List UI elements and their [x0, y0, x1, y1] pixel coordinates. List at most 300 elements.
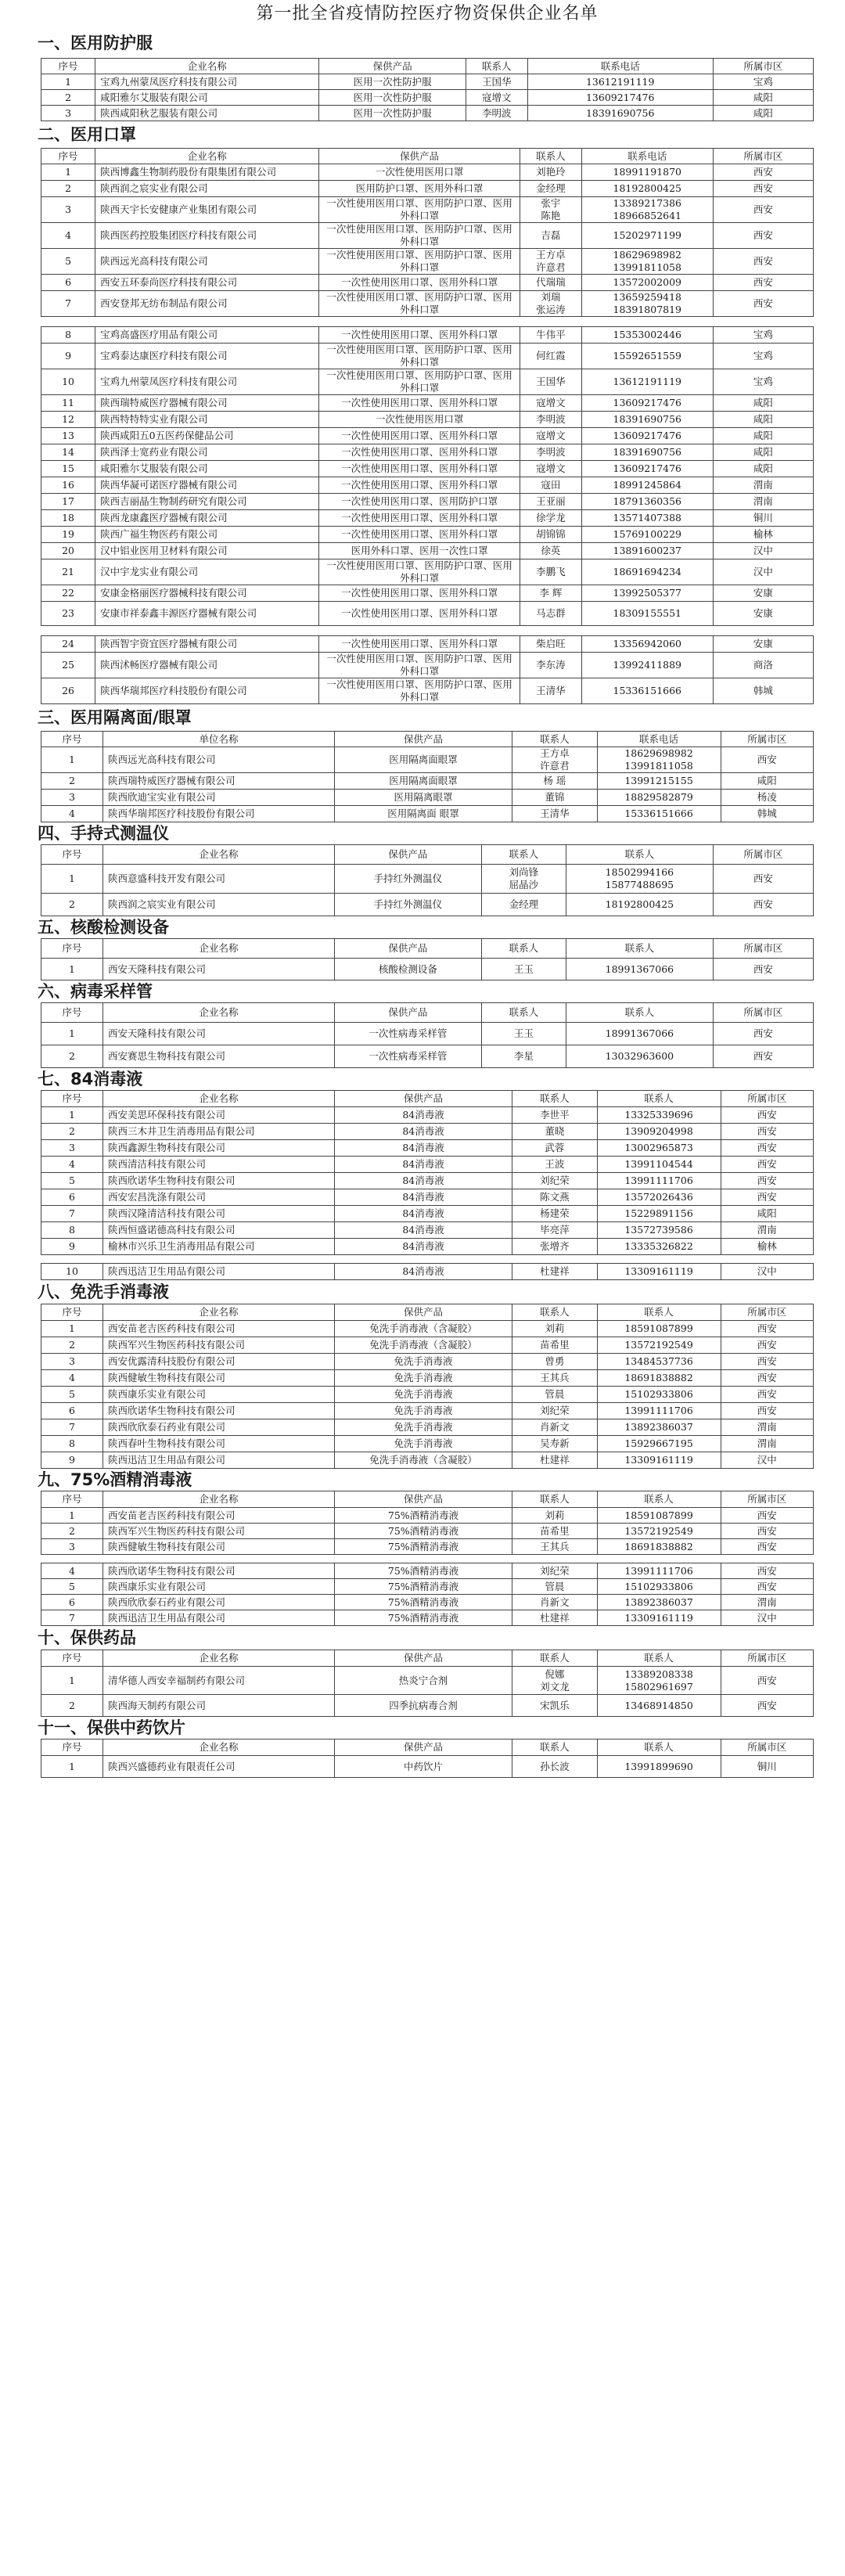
city: 西安 [721, 1508, 813, 1524]
company-name: 陕西鑫源生物科技有限公司 [102, 1140, 334, 1157]
section-heading: 二、医用口罩 [38, 125, 136, 144]
city: 西安 [721, 1667, 813, 1695]
company-name: 陕西兴盛德药业有限责任公司 [102, 1756, 334, 1778]
row-index: 2 [41, 1337, 103, 1354]
row-index: 7 [41, 1610, 103, 1626]
product: 医用隔离面 眼罩 [335, 806, 512, 822]
contact-person: 李明波 [466, 106, 527, 121]
row-index: 6 [41, 1189, 103, 1206]
contact-person: 王清华 [520, 678, 581, 704]
contact-person: 苗希里 [512, 1337, 598, 1354]
city: 安康 [713, 602, 813, 626]
table-header-row [41, 1491, 814, 1508]
contact-person: 毕亮萍 [512, 1222, 598, 1239]
company-name: 陕西智宇资宜医疗器械有限公司 [95, 636, 319, 653]
product: 一次性使用医用口罩、医用防护口罩、医用外科口罩 [319, 249, 520, 275]
city: 西安 [721, 1579, 813, 1595]
contact-phone: 18829582879 [597, 790, 721, 806]
row-index: 6 [41, 275, 95, 291]
section-heading: 八、免洗手消毒液 [38, 1283, 169, 1301]
row-index: 8 [41, 1436, 103, 1452]
product: 免洗手消毒液（含凝胶） [335, 1321, 512, 1337]
column-header: 序号 [41, 1003, 103, 1023]
row-index: 2 [41, 90, 95, 106]
company-name: 汉中宇龙实业有限公司 [95, 559, 319, 585]
city: 铜川 [713, 510, 813, 527]
company-name: 西安美思环保科技有限公司 [102, 1107, 334, 1124]
company-name: 陕西健敏生物科技有限公司 [102, 1370, 334, 1387]
city: 西安 [721, 1173, 813, 1189]
document-title: 第一批全省疫情防控医疗物资保供企业名单 [256, 4, 599, 23]
document-page [0, 3, 845, 1778]
column-header: 保供产品 [335, 1740, 512, 1756]
row-index: 10 [41, 369, 95, 395]
row-index: 1 [41, 1321, 103, 1337]
contact-person: 杜建祥 [512, 1610, 598, 1626]
supplier-table [41, 938, 814, 980]
contact-phone: 13002965873 [597, 1140, 721, 1157]
product: 一次性使用医用口罩、医用外科口罩 [319, 444, 520, 461]
table-row [41, 602, 814, 626]
row-index: 2 [41, 894, 103, 916]
contact-person: 王国华 [466, 74, 527, 90]
contact-phone: 15592651559 [581, 344, 713, 369]
column-header: 单位名称 [102, 732, 334, 747]
row-index: 15 [41, 461, 95, 477]
product: 一次性使用医用口罩、医用外科口罩 [319, 602, 520, 626]
company-name: 陕西迅洁卫生用品有限公司 [102, 1264, 334, 1280]
contact-person: 代瑞瑞 [520, 275, 581, 291]
contact-person: 倪娜 刘文龙 [512, 1667, 598, 1695]
city: 咸阳 [713, 461, 813, 477]
contact-person: 胡锦锦 [520, 527, 581, 543]
table-row [41, 1370, 814, 1387]
city: 西安 [721, 1695, 813, 1717]
column-header: 联系人 [597, 1650, 721, 1667]
table-row [41, 223, 814, 249]
product: 一次性使用医用口罩 [319, 412, 520, 428]
contact-phone: 13572739586 [597, 1222, 721, 1239]
table-row [41, 1045, 814, 1068]
table-header-row [41, 1650, 814, 1667]
table-row [41, 1206, 814, 1222]
contact-phone: 13892386037 [597, 1595, 721, 1610]
contact-phone: 13309161119 [597, 1452, 721, 1469]
contact-person: 刘莉 [512, 1321, 598, 1337]
supplier-table [41, 148, 814, 317]
contact-person: 管晨 [512, 1387, 598, 1403]
product: 84消毒液 [335, 1189, 512, 1206]
city: 西安 [721, 1337, 813, 1354]
product: 75%酒精消毒液 [335, 1524, 512, 1539]
column-header: 序号 [41, 149, 95, 164]
section-heading: 十一、保供中药饮片 [38, 1718, 185, 1737]
product: 75%酒精消毒液 [335, 1595, 512, 1610]
company-name: 西安宏昌洗涤有限公司 [102, 1189, 334, 1206]
contact-phone: 15769100229 [581, 527, 713, 543]
city: 西安 [721, 1354, 813, 1370]
contact-person: 王方卓 许意君 [520, 249, 581, 275]
city: 榆林 [721, 1239, 813, 1255]
table-row [41, 527, 814, 543]
column-header: 序号 [41, 1650, 103, 1667]
table-row [41, 806, 814, 822]
product: 75%酒精消毒液 [335, 1563, 512, 1579]
city: 西安 [713, 197, 813, 223]
row-index: 1 [41, 1107, 103, 1124]
city: 西安 [721, 1563, 813, 1579]
product: 75%酒精消毒液 [335, 1539, 512, 1555]
table-row [41, 412, 814, 428]
company-name: 陕西瑞特威医疗器械有限公司 [95, 395, 319, 412]
row-index: 1 [41, 747, 103, 773]
column-header: 所属市区 [713, 149, 813, 164]
column-header: 企业名称 [102, 1304, 334, 1321]
company-name: 陕西天宇长安健康产业集团有限公司 [95, 197, 319, 223]
table-header-row [41, 845, 814, 865]
city: 宝鸡 [713, 369, 813, 395]
product: 医用一次性防护服 [319, 106, 466, 121]
city: 咸阳 [721, 1206, 813, 1222]
column-header: 所属市区 [721, 1304, 813, 1321]
table-row [41, 344, 814, 369]
table-row [41, 477, 814, 494]
column-header: 联系人 [566, 1003, 714, 1023]
column-header: 保供产品 [319, 149, 520, 164]
row-index: 13 [41, 428, 95, 444]
column-header: 联系人 [597, 1304, 721, 1321]
product: 免洗手消毒液 [335, 1403, 512, 1419]
section-heading: 九、75%酒精消毒液 [38, 1470, 192, 1489]
product: 免洗手消毒液 [335, 1370, 512, 1387]
product: 一次性病毒采样管 [335, 1023, 482, 1045]
contact-person: 刘莉 [512, 1508, 598, 1524]
sections-container [38, 30, 814, 1778]
city: 咸阳 [713, 395, 813, 412]
table-row [41, 395, 814, 412]
product: 84消毒液 [335, 1264, 512, 1280]
row-index: 19 [41, 527, 95, 543]
table-row [41, 678, 814, 704]
product: 一次性使用医用口罩、医用防护口罩、医用外科口罩 [319, 369, 520, 395]
product: 84消毒液 [335, 1124, 512, 1140]
contact-phone: 13572002009 [581, 275, 713, 291]
contact-person: 刘尚锋 屈晶沙 [481, 865, 566, 894]
contact-person: 李明波 [520, 444, 581, 461]
table-row [41, 894, 814, 916]
city: 杨凌 [721, 790, 813, 806]
column-header: 所属市区 [721, 1650, 813, 1667]
table-row [41, 74, 814, 90]
contact-phone: 13468914850 [597, 1695, 721, 1717]
column-header: 企业名称 [102, 1650, 334, 1667]
row-index: 9 [41, 1239, 103, 1255]
city: 渭南 [721, 1419, 813, 1436]
company-name: 陕西康乐实业有限公司 [102, 1579, 334, 1595]
city: 西安 [721, 1539, 813, 1555]
table-row [41, 1452, 814, 1469]
table-header-row [41, 1304, 814, 1321]
column-header: 所属市区 [713, 939, 813, 959]
contact-person: 李世平 [512, 1107, 598, 1124]
table-header-row [41, 1091, 814, 1107]
company-name: 西安优露清科技股份有限公司 [102, 1354, 334, 1370]
city: 西安 [721, 1124, 813, 1140]
table-row [41, 1756, 814, 1778]
company-name: 陕西欣诺华生物科技有限公司 [102, 1403, 334, 1419]
city: 西安 [713, 249, 813, 275]
column-header: 序号 [41, 59, 95, 74]
contact-person: 牛伟平 [520, 327, 581, 344]
product: 中药饮片 [335, 1756, 512, 1778]
contact-person: 杨建荣 [512, 1206, 598, 1222]
city: 渭南 [721, 1595, 813, 1610]
company-name: 陕西华凝可诺医疗器械有限公司 [95, 477, 319, 494]
table-row [41, 559, 814, 585]
row-index: 17 [41, 494, 95, 510]
row-index: 2 [41, 181, 95, 197]
table-row [41, 1107, 814, 1124]
table-row [41, 1403, 814, 1419]
contact-phone: 13892386037 [597, 1419, 721, 1436]
contact-phone: 13609217476 [581, 461, 713, 477]
contact-phone: 13909204998 [597, 1124, 721, 1140]
contact-phone: 13484537736 [597, 1354, 721, 1370]
row-index: 6 [41, 1403, 103, 1419]
row-index: 3 [41, 790, 103, 806]
table-header-row [41, 59, 814, 74]
column-header: 保供产品 [335, 732, 512, 747]
supplier-table [41, 1739, 814, 1778]
city: 商洛 [713, 653, 813, 678]
table-row [41, 636, 814, 653]
city: 西安 [721, 1387, 813, 1403]
contact-person: 王方卓 许意君 [512, 747, 598, 773]
table-row [41, 90, 814, 106]
row-index: 1 [41, 1508, 103, 1524]
section-heading: 五、核酸检测设备 [38, 918, 169, 937]
column-header: 联系人 [597, 1491, 721, 1508]
company-name: 陕西博鑫生物制药股份有限集团有限公司 [95, 164, 319, 181]
section-heading: 四、手持式测温仪 [38, 824, 169, 843]
city: 咸阳 [713, 90, 813, 106]
table-row [41, 1023, 814, 1045]
table-row [41, 1579, 814, 1595]
column-header: 企业名称 [102, 845, 334, 865]
row-index: 5 [41, 1387, 103, 1403]
contact-phone: 13609217476 [527, 90, 713, 106]
section-heading: 六、病毒采样管 [38, 982, 153, 1001]
company-name: 陕西汉隆清洁科技有限公司 [102, 1206, 334, 1222]
product: 医用隔离眼罩 [335, 790, 512, 806]
company-name: 陕西吉丽晶生物制药研究有限公司 [95, 494, 319, 510]
city: 渭南 [713, 494, 813, 510]
contact-person: 吉磊 [520, 223, 581, 249]
company-name: 陕西沭畅医疗器械有限公司 [95, 653, 319, 678]
contact-person: 张增齐 [512, 1239, 598, 1255]
contact-person: 董晓 [512, 1124, 598, 1140]
table-row [41, 275, 814, 291]
city: 渭南 [721, 1222, 813, 1239]
contact-person: 肖新文 [512, 1595, 598, 1610]
product: 医用一次性防护服 [319, 90, 466, 106]
city: 西安 [721, 1524, 813, 1539]
row-index: 4 [41, 1370, 103, 1387]
supplier-table [41, 1304, 814, 1469]
city: 汉中 [721, 1452, 813, 1469]
column-header: 保供产品 [335, 845, 482, 865]
contact-person: 寇增文 [520, 428, 581, 444]
city: 宝鸡 [713, 327, 813, 344]
table-row [41, 291, 814, 317]
section-heading: 三、医用隔离面/眼罩 [38, 708, 192, 727]
table-row [41, 369, 814, 395]
contact-person: 马志群 [520, 602, 581, 626]
city: 西安 [713, 1045, 813, 1068]
contact-person: 孙长波 [512, 1756, 598, 1778]
city: 西安 [721, 1370, 813, 1387]
column-header: 企业名称 [95, 149, 319, 164]
table-row [41, 1321, 814, 1337]
city: 西安 [713, 275, 813, 291]
table-row [41, 747, 814, 773]
row-index: 4 [41, 223, 95, 249]
table-row [41, 1508, 814, 1524]
supplier-table [41, 1002, 814, 1068]
contact-phone: 13612191119 [581, 369, 713, 395]
table-row [41, 510, 814, 527]
product: 一次性使用医用口罩、医用外科口罩 [319, 428, 520, 444]
contact-phone: 15102933806 [597, 1579, 721, 1595]
city: 西安 [713, 1023, 813, 1045]
contact-person: 杨 瑶 [512, 773, 598, 790]
product: 免洗手消毒液 [335, 1387, 512, 1403]
product: 一次性使用医用口罩、医用防护口罩、医用外科口罩 [319, 197, 520, 223]
table-row [41, 327, 814, 344]
city: 西安 [721, 1107, 813, 1124]
company-name: 陕西迅洁卫生用品有限公司 [102, 1452, 334, 1469]
table-row [41, 1539, 814, 1555]
city: 西安 [721, 1321, 813, 1337]
city: 西安 [721, 1140, 813, 1157]
company-name: 陕西医药控股集团医疗科技有限公司 [95, 223, 319, 249]
row-index: 5 [41, 1579, 103, 1595]
table-row [41, 1264, 814, 1280]
city: 西安 [721, 1157, 813, 1173]
table-row [41, 428, 814, 444]
company-name: 陕西华瑞邦医疗科技股份有限公司 [95, 678, 319, 704]
column-header: 联系人 [597, 1091, 721, 1107]
table-row [41, 1337, 814, 1354]
product: 一次性使用医用口罩、医用防护口罩 [319, 494, 520, 510]
row-index: 22 [41, 585, 95, 602]
column-header: 联系人 [566, 939, 714, 959]
city: 西安 [713, 164, 813, 181]
city: 西安 [721, 1403, 813, 1419]
table-row [41, 1610, 814, 1626]
company-name: 宝鸡泰达康医疗科技有限公司 [95, 344, 319, 369]
contact-phone: 18391690756 [581, 444, 713, 461]
city: 西安 [713, 959, 813, 980]
contact-person: 董锦 [512, 790, 598, 806]
contact-phone: 13572026436 [597, 1189, 721, 1206]
product: 一次性使用医用口罩、医用外科口罩 [319, 477, 520, 494]
contact-phone: 13571407388 [581, 510, 713, 527]
contact-person: 杜建祥 [512, 1452, 598, 1469]
product: 84消毒液 [335, 1173, 512, 1189]
contact-person: 曾勇 [512, 1354, 598, 1370]
contact-phone: 15229891156 [597, 1206, 721, 1222]
contact-phone: 18629698982 13991811058 [581, 249, 713, 275]
row-index: 1 [41, 1756, 103, 1778]
contact-person: 杜建祥 [512, 1264, 598, 1280]
product: 一次性使用医用口罩、医用外科口罩 [319, 527, 520, 543]
city: 宝鸡 [713, 74, 813, 90]
table-header-row [41, 149, 814, 164]
company-name: 陕西恒盛诺德高科技有限公司 [102, 1222, 334, 1239]
column-header: 联系人 [481, 1003, 566, 1023]
supplier-table [41, 1263, 814, 1280]
product: 免洗手消毒液 [335, 1419, 512, 1436]
company-name: 陕西春叶生物科技有限公司 [102, 1436, 334, 1452]
row-index: 3 [41, 1539, 103, 1555]
contact-phone: 13389208338 15802961697 [597, 1667, 721, 1695]
city: 咸阳 [721, 773, 813, 790]
row-index: 1 [41, 1667, 103, 1695]
row-index: 2 [41, 1524, 103, 1539]
column-header: 联系人 [512, 1091, 598, 1107]
contact-phone: 13309161119 [597, 1264, 721, 1280]
table-row [41, 959, 814, 980]
contact-phone: 15102933806 [597, 1387, 721, 1403]
contact-person: 陈文燕 [512, 1189, 598, 1206]
product: 热炎宁合剂 [335, 1667, 512, 1695]
company-name: 清华德人西安幸福制药有限公司 [102, 1667, 334, 1695]
row-index: 2 [41, 1695, 103, 1717]
product: 一次性使用医用口罩、医用防护口罩、医用外科口罩 [319, 559, 520, 585]
table-header-row [41, 1003, 814, 1023]
contact-person: 肖新文 [512, 1419, 598, 1436]
product: 84消毒液 [335, 1222, 512, 1239]
supplier-table [41, 844, 814, 916]
contact-phone: 13891600237 [581, 543, 713, 559]
product: 手持红外测温仪 [335, 865, 482, 894]
row-index: 4 [41, 806, 103, 822]
table-row [41, 1124, 814, 1140]
table-row [41, 1140, 814, 1157]
contact-person: 王亚丽 [520, 494, 581, 510]
row-index: 25 [41, 653, 95, 678]
contact-phone: 18791360356 [581, 494, 713, 510]
contact-person: 李鹏飞 [520, 559, 581, 585]
company-name: 陕西欣欣泰石药业有限公司 [102, 1595, 334, 1610]
column-header: 保供产品 [335, 939, 482, 959]
table-row [41, 1354, 814, 1370]
contact-phone: 13992411889 [581, 653, 713, 678]
product: 免洗手消毒液 [335, 1354, 512, 1370]
contact-person: 王其兵 [512, 1539, 598, 1555]
supplier-table [41, 1650, 814, 1717]
contact-person: 宋凯乐 [512, 1695, 598, 1717]
city: 安康 [713, 636, 813, 653]
contact-phone: 18192800425 [581, 181, 713, 197]
contact-phone: 18991191870 [581, 164, 713, 181]
row-index: 18 [41, 510, 95, 527]
table-row [41, 461, 814, 477]
row-index: 5 [41, 249, 95, 275]
contact-phone: 18991367066 [566, 1023, 714, 1045]
contact-person: 王玉 [481, 1023, 566, 1045]
